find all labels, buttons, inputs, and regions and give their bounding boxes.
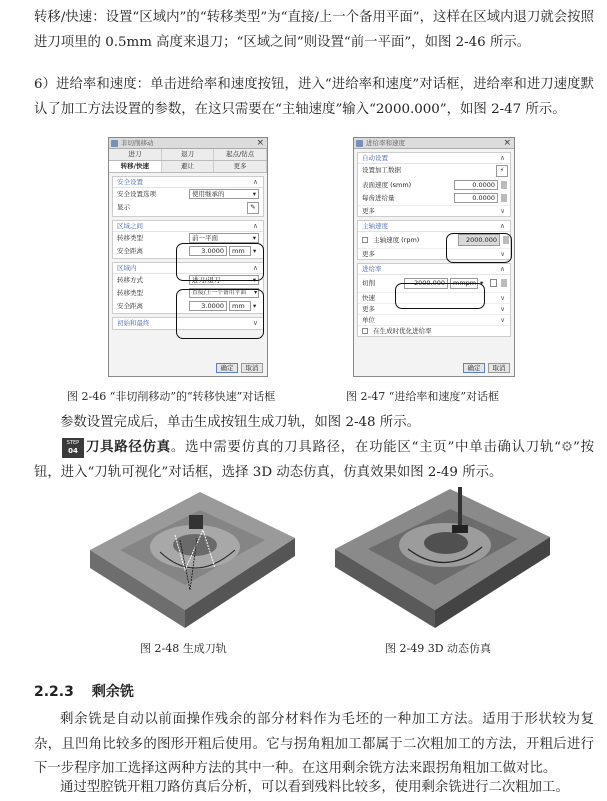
- chevron-down-icon: ▾: [252, 234, 256, 242]
- more-expander[interactable]: [358, 205, 510, 216]
- cancel-button[interactable]: 取消: [488, 363, 510, 373]
- cancel-button[interactable]: 取消: [241, 363, 263, 373]
- section-initial-final-title: 初始和最终: [117, 319, 150, 327]
- simulation-heading: 刀具路径仿真: [86, 439, 171, 455]
- paragraph-generate: [34, 411, 594, 436]
- section-between-title: 区域之间: [117, 222, 143, 230]
- dialog-footer: [216, 363, 263, 373]
- section-clearance-header[interactable]: [113, 177, 263, 188]
- between-transfer-type-label: 转移类型: [117, 234, 143, 242]
- cut-feed-unit[interactable]: mmpm: [450, 278, 478, 289]
- lock-icon[interactable]: [490, 279, 497, 287]
- chevron-down-icon[interactable]: ▾: [480, 279, 484, 287]
- tab-engage[interactable]: 进刀: [109, 149, 162, 160]
- within-clearance-unit[interactable]: mm: [229, 301, 251, 311]
- between-transfer-type-select[interactable]: [189, 233, 259, 243]
- section-spindle-title: 主轴速度: [362, 222, 388, 230]
- surface-speed-label: 表面速度 (smm): [362, 181, 412, 189]
- chevron-down-icon[interactable]: ▾: [253, 247, 257, 255]
- simulation-text: 。选中需要仿真的刀具路径，在功能区“主页”中单击确认刀轨“: [170, 440, 561, 455]
- section-feed-title: 进给率: [362, 265, 382, 273]
- within-method-label: 转移方式: [117, 276, 143, 284]
- highlight-spindle-speed: [446, 233, 512, 263]
- row-clearance-option: [113, 188, 263, 201]
- chevron-up-icon: ∧: [252, 178, 258, 186]
- section-auto-header[interactable]: [358, 153, 510, 164]
- chevron-up-icon: ∧: [499, 154, 505, 162]
- chevron-down-icon: ▾: [252, 190, 256, 198]
- within-clearance-label: 安全距离: [117, 302, 143, 310]
- clearance-option-label: 安全设置选项: [117, 190, 156, 198]
- dialog-footer: [463, 363, 510, 373]
- dialog-titlebar: [109, 138, 267, 149]
- chevron-up-icon: ∧: [252, 264, 258, 272]
- units-label: 单位: [362, 316, 375, 324]
- tab-start-drill-points[interactable]: 起点/钻点: [214, 149, 267, 160]
- toolpath-figure: [85, 490, 295, 630]
- toolpath-model-graphic: [85, 490, 295, 630]
- section-between-header[interactable]: [113, 221, 263, 232]
- within-transfer-type-label: 转移类型: [117, 289, 143, 297]
- caption-fig-2-48: 图 2-48 生成刀轨: [140, 642, 227, 655]
- row-surface-speed: [358, 179, 510, 192]
- section-heading: [34, 681, 134, 701]
- chevron-up-icon: ∧: [499, 222, 505, 230]
- section-clearance: [112, 176, 264, 217]
- within-clearance-input[interactable]: 3.0000: [189, 301, 227, 311]
- section-title: 剩余铣: [91, 684, 134, 700]
- feed-per-tooth-label: 每齿进给量: [362, 194, 395, 202]
- dialog-titlebar: [354, 138, 514, 149]
- tab-row-2: [109, 161, 267, 173]
- more-label: 更多: [362, 250, 375, 258]
- highlight-cut-feed: [395, 283, 485, 309]
- spindle-checkbox[interactable]: [362, 237, 368, 243]
- chevron-up-icon: ∧: [499, 265, 505, 273]
- spindle-speed-input[interactable]: 2000.000: [458, 234, 500, 246]
- section-auto-title: 自动设置: [362, 154, 388, 162]
- calculator-icon[interactable]: ⚡: [496, 165, 508, 177]
- section-spindle-header[interactable]: [358, 221, 510, 232]
- more-label: 更多: [362, 207, 375, 215]
- simulation-model-graphic: [330, 487, 550, 630]
- caption-fig-2-47: 图 2-47 “进给率和速度”对话框: [346, 390, 499, 403]
- within-transfer-type-value: 直接/上一个备用平面: [192, 290, 247, 296]
- chevron-down-icon: ▾: [252, 276, 256, 284]
- section-number: 2.2.3: [34, 684, 74, 700]
- between-clearance-unit[interactable]: mm: [229, 246, 251, 256]
- tab-transfer-rapid[interactable]: 转移/快速: [109, 161, 162, 172]
- row-feed-per-tooth: [358, 192, 510, 205]
- clearance-option-value: 使用继承的: [192, 190, 225, 198]
- verify-toolpath-icon: ⚙: [560, 440, 573, 455]
- cut-feed-input[interactable]: 2000.000: [404, 278, 448, 289]
- row-set-machining-data: [358, 164, 510, 179]
- ok-button[interactable]: 确定: [463, 363, 485, 373]
- set-machining-data-label: 设置加工数据: [362, 166, 401, 174]
- generate-text: 参数设置完成后，单击生成按钮生成刀轨，如图 2-48 所示。: [60, 415, 420, 430]
- between-clearance-label: 安全距离: [117, 247, 143, 255]
- between-transfer-type-value: 前一平面: [192, 234, 218, 242]
- chevron-down-icon: ▾: [254, 290, 257, 296]
- chevron-down-icon: ∨: [500, 207, 505, 215]
- dialog-title: 进给率和速度: [366, 139, 405, 147]
- paragraph-analysis: 通过型腔铣开粗刀路仿真后分析，可以看到残料比较多，使用剩余铣进行二次粗加工。: [60, 780, 569, 795]
- step-number: 04: [68, 447, 78, 455]
- more-label: 更多: [362, 305, 375, 313]
- caption-fig-2-49: 图 2-49 3D 动态仿真: [385, 642, 492, 655]
- calculator-icon[interactable]: [501, 279, 507, 287]
- tab-avoidance[interactable]: 避让: [162, 161, 215, 172]
- chevron-down-icon: ∨: [500, 294, 505, 302]
- optimize-label: 在生成时优化进给率: [373, 327, 432, 335]
- simulation-figure: [330, 487, 550, 630]
- clearance-option-select[interactable]: [189, 189, 259, 199]
- tab-row-1: [109, 149, 267, 161]
- rapid-label: 快速: [362, 294, 375, 302]
- cut-feed-label: 切削: [362, 279, 375, 287]
- chevron-down-icon: ∨: [500, 305, 505, 313]
- spindle-speed-label: 主轴速度 (rpm): [373, 236, 420, 244]
- paragraph-transfer-rapid: 转移/快速：设置“区域内”的“转移类型”为“直接/上一个备用平面”，这样在区域内退刀就会按照进刀项里的 0.5mm 高度来退刀；“区域之间”则设置“前一平面”，如图 2-46 所示。: [34, 10, 594, 50]
- highlight-within-region: [176, 289, 264, 339]
- close-icon[interactable]: ×: [503, 138, 511, 148]
- display-label: 显示: [117, 203, 130, 211]
- ok-button[interactable]: 确定: [216, 363, 238, 373]
- display-icon[interactable]: ✎: [247, 202, 259, 214]
- paragraph-feeds-speeds: 6）进给率和速度：单击进给率和速度按钮，进入“进给率和速度”对话框，进给率和进刀速度默认了加工方法设置的参数，在这只需要在“主轴速度”输入“2000.000”，如图 2-47 所示。: [34, 77, 594, 117]
- between-clearance-input[interactable]: 3.0000: [189, 246, 227, 256]
- close-icon[interactable]: ×: [256, 138, 264, 148]
- optimize-checkbox[interactable]: [362, 328, 368, 334]
- row-optimize: [358, 325, 510, 336]
- calculator-icon[interactable]: [501, 194, 507, 202]
- caption-fig-2-46: 图 2-46 “非切削移动”的“转移快速”对话框: [67, 390, 276, 403]
- feed-per-tooth-input[interactable]: 0.0000: [454, 193, 498, 203]
- units-expander[interactable]: [358, 314, 510, 325]
- chevron-up-icon: ∧: [252, 222, 258, 230]
- chevron-down-icon[interactable]: ▾: [253, 302, 257, 310]
- dialog-title: 非切削移动: [121, 139, 154, 147]
- section-within-title: 区域内: [117, 264, 137, 272]
- dialog-app-icon: [356, 140, 363, 147]
- section-auto-settings: [357, 152, 511, 217]
- within-method-value: 进刀/退刀: [192, 276, 221, 284]
- highlight-between-region: [176, 243, 264, 281]
- surface-speed-input[interactable]: 0.0000: [454, 180, 498, 190]
- section-feed-header[interactable]: [358, 264, 510, 275]
- chevron-down-icon: ∨: [500, 250, 505, 258]
- chevron-down-icon: ∨: [252, 319, 258, 327]
- calculator-icon[interactable]: [501, 181, 507, 189]
- simulation-text-2: ”按钮，进入“刀轨可视化”对话框，选择 3D 动态仿真，仿真效果如图 2-49 所示。: [34, 440, 594, 480]
- dialog-app-icon: [111, 140, 118, 147]
- section-clearance-title: 安全设置: [117, 178, 143, 186]
- paragraph-simulation: [34, 435, 594, 485]
- paragraph-rest-milling: 剩余铣是自动以前面操作残余的部分材料作为毛坯的一种加工方法。适用于形状较为复杂，且凹角比较多的图形开粗后使用。它与拐角粗加工都属于二次粗加工的方法，开粗后进行下一步程序加工选择这两种方法的其中一种。在这用剩余铣方法来跟拐角粗加工做对比。: [34, 712, 594, 776]
- tab-more[interactable]: 更多: [214, 161, 267, 172]
- tab-retract[interactable]: 退刀: [162, 149, 215, 160]
- chevron-down-icon: ∨: [500, 316, 505, 324]
- row-display: [113, 201, 263, 216]
- step-label: STEP: [66, 440, 80, 446]
